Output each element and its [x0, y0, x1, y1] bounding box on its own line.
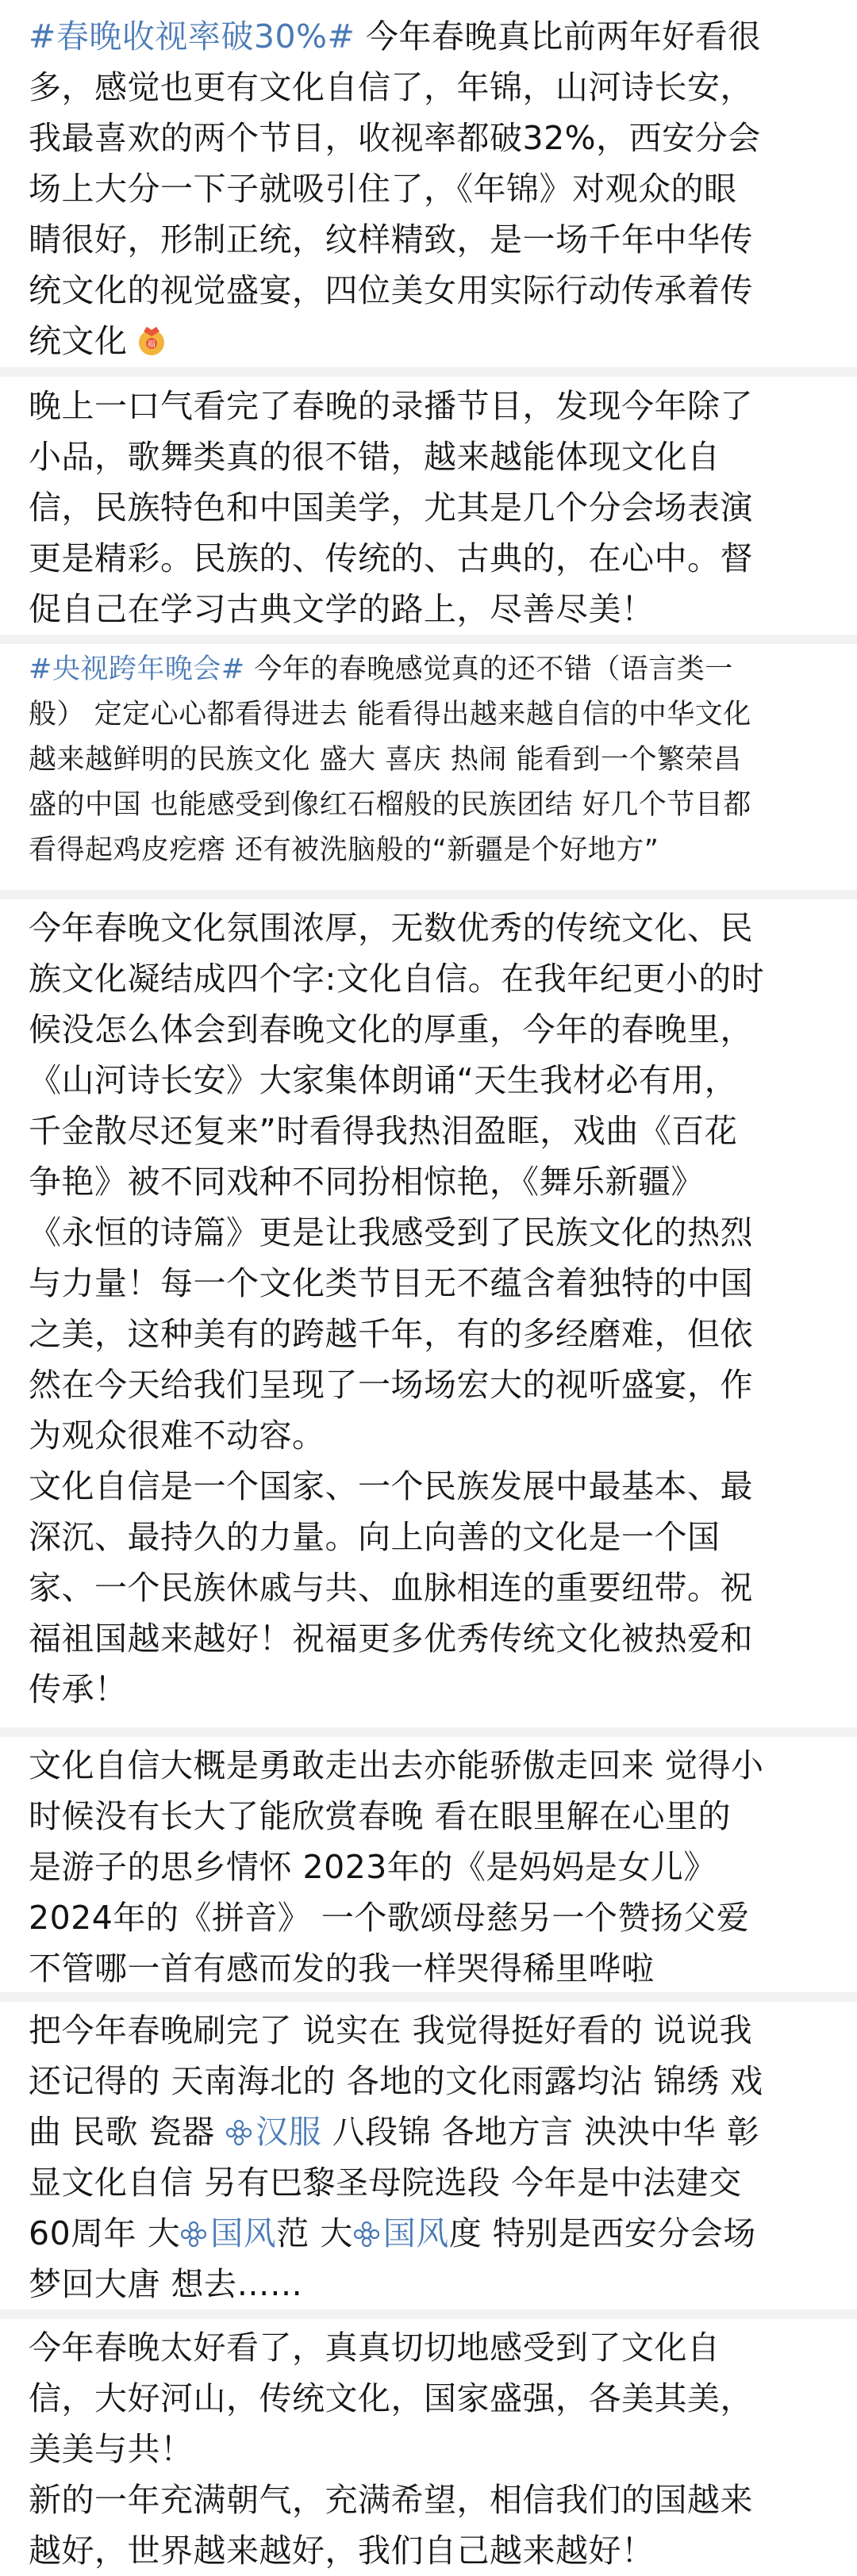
flower-icon: [353, 2221, 380, 2248]
post-5-line-5: 不管哪一首有感而发的我一样哭得稀里哗啦: [29, 1949, 655, 1988]
divider: [0, 367, 857, 377]
super-topic-guofeng-link[interactable]: 国风: [180, 2214, 276, 2252]
post-4-line-8: 与力量！每一个文化类节目无不蕴含着独特的中国: [29, 1264, 753, 1302]
post-4-line-3: 候没怎么体会到春晚文化的厚重，今年的春晚里，: [29, 1010, 753, 1048]
post-4-line-9: 之美，这种美有的跨越千年，有的多经磨难，但依: [29, 1315, 753, 1353]
post-3-line-2: 般） 定定心心都看得进去 能看得出越来越自信的中华文化: [29, 699, 751, 730]
post-6-line-5: 60周年 大 国风范 大 国风度 特别是西安分会场: [29, 2214, 756, 2252]
post-1-line-1: #春晚收视率破30%# 今年春晚真比前两年好看很: [29, 17, 761, 56]
post-4-line-1: 今年春晚文化氛围浓厚，无数优秀的传统文化、民: [29, 909, 753, 947]
post-7: [29, 2322, 828, 2576]
post-1-line-6: 统文化的视觉盛宴，四位美女用实际行动传承着传: [29, 271, 753, 309]
post-4-line-15: 福祖国越来越好！祝福更多优秀传统文化被热爱和: [29, 1620, 753, 1658]
svg-text:福: 福: [147, 340, 156, 349]
post-1-line-2: 多，感觉也更有文化自信了，年锦，山河诗长安，: [29, 68, 753, 106]
post-4-line-13: 深沉、最持久的力量。向上向善的文化是一个国: [29, 1518, 721, 1556]
post-2-line-5: 促自己在学习古典文学的路上，尽善尽美！: [29, 590, 655, 628]
post-4-line-12: 文化自信是一个国家、一个民族发展中最基本、最: [29, 1467, 753, 1505]
divider: [0, 2310, 857, 2319]
post-1-line-7: 统文化 福: [29, 316, 828, 366]
post-2-line-2: 小品，歌舞类真的很不错，越来越能体现文化自: [29, 438, 721, 476]
post-3-line-4: 盛的中国 也能感受到像红石榴般的民族团结 好几个节目都: [29, 789, 751, 821]
post-4-line-11: 为观众很难不动容。: [29, 1416, 325, 1455]
divider: [0, 890, 857, 899]
topic-link-cctv-new-year-gala[interactable]: #央视跨年晚会#: [29, 654, 245, 685]
post-5-line-2: 时候没有长大了能欣赏春晚 看在眼里解在心里的: [29, 1797, 732, 1835]
post-4: [29, 903, 828, 1715]
post-4-line-6: 争艳》被不同戏种不同扮相惊艳，《舞乐新疆》: [29, 1163, 704, 1201]
post-5-line-1: 文化自信大概是勇敢走出去亦能骄傲走回来 觉得小: [29, 1746, 764, 1784]
post-6-line-2: 还记得的 天南海北的 各地的文化雨露均沾 锦绣 戏: [29, 2062, 763, 2100]
post-5-line-4: 2024年的《拼音》 一个歌颂母慈另一个赞扬父爱: [29, 1899, 750, 1937]
divider: [0, 1992, 857, 2002]
post-6-line-1: 把今年春晚刷完了 说实在 我觉得挺好看的 说说我: [29, 2011, 753, 2049]
flower-icon: [225, 2119, 252, 2146]
post-6-line-4: 显文化自信 另有巴黎圣母院选段 今年是中法建交: [29, 2164, 742, 2202]
lucky-bag-icon: [133, 320, 171, 358]
post-4-line-2: 族文化凝结成四个字:文化自信。在我年纪更小的时: [29, 960, 765, 998]
post-1-line-3: 我最喜欢的两个节目，收视率都破32%，西安分会: [29, 119, 761, 157]
post-6: [29, 2005, 828, 2310]
flower-icon: [180, 2221, 207, 2248]
divider: [0, 634, 857, 644]
post-3: [29, 647, 828, 873]
post-3-line-5: 看得起鸡皮疙瘩 还有被洗脑般的“新疆是个好地方”: [29, 834, 659, 866]
post-1-line-5: 睛很好，形制正统，纹样精致，是一场千年中华传: [29, 220, 753, 259]
post-4-line-16: 传承！: [29, 1670, 128, 1708]
post-4-line-5: 千金散尽还复来”时看得我热泪盈眶，戏曲《百花: [29, 1112, 738, 1150]
post-1-line-4: 场上大分一下子就吸引住了，《年锦》对观众的眼: [29, 170, 737, 208]
post-7-line-4: 新的一年充满朝气，充满希望，相信我们的国越来: [29, 2481, 753, 2519]
post-7-line-5: 越好，世界越来越好，我们自己越来越好！: [29, 2532, 655, 2570]
post-6-line-6: 梦回大唐 想去……: [29, 2265, 303, 2303]
post-2-line-4: 更是精彩。民族的、传统的、古典的，在心中。督: [29, 539, 753, 577]
post-1: [29, 11, 828, 366]
topic-link-spring-gala-ratings[interactable]: #春晚收视率破30%#: [29, 17, 355, 56]
post-5-line-3: 是游子的思乡情怀 2023年的《是妈妈是女儿》: [29, 1848, 717, 1886]
post-4-line-7: 《永恒的诗篇》更是让我感受到了民族文化的热烈: [29, 1213, 753, 1252]
post-4-line-4: 《山河诗长安》大家集体朗诵“天生我材必有用，: [29, 1061, 738, 1099]
post-7-line-1: 今年春晚太好看了，真真切切地感受到了文化自: [29, 2329, 721, 2367]
post-7-line-3: 美美与共！: [29, 2430, 194, 2468]
post-5: [29, 1740, 828, 1994]
post-3-line-1: #央视跨年晚会# 今年的春晚感觉真的还不错（语言类一: [29, 654, 733, 685]
post-3-line-3: 越来越鲜明的民族文化 盛大 喜庆 热闹 能看到一个繁荣昌: [29, 744, 742, 776]
post-2-line-3: 信，民族特色和中国美学，尤其是几个分会场表演: [29, 489, 753, 527]
post-4-line-10: 然在今天给我们呈现了一场场宏大的视听盛宴，作: [29, 1366, 753, 1404]
post-2-line-1: 晚上一口气看完了春晚的录播节目，发现今年除了: [29, 387, 753, 425]
post-6-line-3: 曲 民歌 瓷器 汉服 八段锦 各地方言 泱泱中华 彰: [29, 2113, 760, 2151]
post-2: [29, 381, 828, 634]
super-topic-guofeng-link[interactable]: 国风: [353, 2214, 449, 2252]
post-4-line-14: 家、一个民族休戚与共、血脉相连的重要纽带。祝: [29, 1569, 753, 1607]
divider: [0, 1727, 857, 1737]
super-topic-hanfu-link[interactable]: 汉服: [225, 2113, 321, 2151]
post-7-line-2: 信，大好河山，传统文化，国家盛强，各美其美，: [29, 2379, 753, 2417]
